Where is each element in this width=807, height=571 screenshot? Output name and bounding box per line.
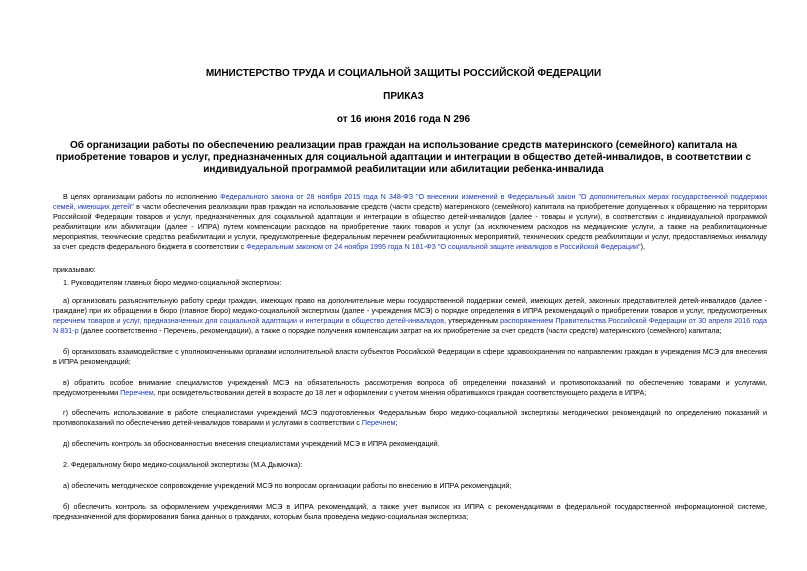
item-1g-text-2: ; xyxy=(395,418,398,427)
item-2b-paragraph: б) обеспечить контроль за оформлением учреждениями МСЭ в ИПРА рекомендаций, а также учет выписок из ИПРА с рекомендациями в федеральной государственной информационной системе, предназначенной для формирования банка данных о гражданах, которым была проведена медико-социальная экспертиза; xyxy=(53,502,767,521)
item-2a-paragraph: а) обеспечить методическое сопровождение учреждений МСЭ по вопросам организации работы по внесению в ИПРА рекомендаций; xyxy=(63,481,512,490)
item-1a-text-2: , утвержденным xyxy=(444,316,501,325)
item-1g-text-1: г) обеспечить использование в работе специалистами учреждений МСЭ подготовленных Федеральным бюро медико-социальной экспертизы методических рекомендаций по определению показаний и противопоказаний по обеспечению детей-инвалидов товарами и услугами в соответствии с xyxy=(53,408,767,427)
ministry-heading: МИНИСТЕРСТВО ТРУДА И СОЦИАЛЬНОЙ ЗАЩИТЫ РОССИЙСКОЙ ФЕДЕРАЦИИ xyxy=(205,68,602,79)
federal-law-181-link[interactable]: Федеральным законом от 24 ноября 1995 года N 181-ФЗ "О социальной защите инвалидов в Российской Федерации" xyxy=(246,242,641,251)
preamble-paragraph xyxy=(53,192,767,252)
item-1g-paragraph xyxy=(53,408,767,428)
item-1v-text-1: в) обратить особое внимание специалистов учреждений МСЭ на обязательность рассмотрения вопроса об определении показаний и противопоказаний по обеспечению товарами и услугами, предусмотренными xyxy=(53,378,767,397)
document-title: Об организации работы по обеспечению реализации прав граждан на использование средств материнского (семейного) капитала на приобретение товаров и услуг, предназначенных для социальной адаптации и интеграции в общество детей-инвалидов, в соответствии с индивидуальной программой реабилитации или абилитации ребенка-инвалида xyxy=(55,140,752,175)
item-1v-text-2: , при освидетельствовании детей в возрасте до 18 лет и оформлении с учетом мнения обратившихся граждан соответствующего раздела в ИПРА; xyxy=(153,388,647,397)
item-2-paragraph: 2. Федеральному бюро медико-социальной экспертизы (М.А.Дымочка): xyxy=(63,460,303,469)
list-link-1v[interactable]: Перечнем xyxy=(120,388,154,397)
goods-list-link[interactable]: перечнем товаров и услуг, предназначенных для социальной адаптации и интеграции в общество детей-инвалидов xyxy=(53,316,445,325)
federal-law-348-link[interactable]: Федерального закона от 28 ноября 2015 года N 348-ФЗ "О внесении изменений в Федеральный закон "О дополнительных мерах государственной поддержки семей, имеющих детей" xyxy=(53,192,767,211)
item-1b-paragraph: б) организовать взаимодействие с уполномоченными органами исполнительной власти субъектов Российской Федерации в сфере здравоохранения по направлению граждан в учреждения МСЭ для внесения в ИПРА рекомендаций; xyxy=(53,347,767,366)
order-word: приказываю: xyxy=(53,265,96,274)
item-1a-text-3: (далее соответственно - Перечень, рекомендации), а также о порядке получения компенсации затрат на их приобретение за счет средств (части средств) материнского (семейного) капитала; xyxy=(78,326,722,335)
item-1a-text-1: а) организовать разъяснительную работу среди граждан, имеющих право на дополнительные меры государственной поддержки семей, имеющих детей, законных представителей детей-инвалидов (далее - граждане) при их обращении в бюро (главное бюро) медико-социальной экспертизы (далее - учреждения МСЭ) о порядке определения в ИПРА рекомендаций о приобретении товаров и услуг, предусмотренных xyxy=(53,296,767,315)
item-1-paragraph: 1. Руководителям главных бюро медико-социальной экспертизы: xyxy=(63,278,282,287)
preamble-text-2: в части обеспечения реализации прав граждан на использование средств (части средств) материнского (семейного) капитала на приобретение допущенных к обращению на территории Российской Федерации товаров и услуг, предназначенных для социальной адаптации и интеграции в общество детей-инвалидов (далее - товары и услуги), в соответствии с индивидуальной программой реабилитации или абилитации (далее - ИПРА) путем компенсации расходов на приобретение таких товаров и услуг (за исключением расходов на медицинские услуги, а также на реабилитационные мероприятия, технические средства реабилитации и услуги, предусмотренные федеральным перечнем реабилитационных мероприятий, технических средств реабилитации и услуг, предоставляемых инвалиду за счет средств федерального бюджета в соответствии с xyxy=(53,202,767,251)
item-1v-paragraph xyxy=(53,378,767,398)
doc-type-heading: ПРИКАЗ xyxy=(383,91,424,102)
date-number-heading: от 16 июня 2016 года N 296 xyxy=(336,114,471,125)
item-1a-paragraph xyxy=(53,296,767,336)
item-1d-paragraph: д) обеспечить контроль за обоснованностью внесения специалистами учреждений МСЭ в ИПРА рекомендаций. xyxy=(63,439,440,448)
preamble-text-3: ), xyxy=(640,242,645,251)
preamble-text-1: В целях организации работы по исполнению xyxy=(63,192,221,201)
list-link-1g[interactable]: Перечнем xyxy=(361,418,396,427)
government-order-831r-link[interactable]: распоряжением Правительства Российской Федерации от 30 апреля 2016 года N 831-р xyxy=(53,316,767,335)
